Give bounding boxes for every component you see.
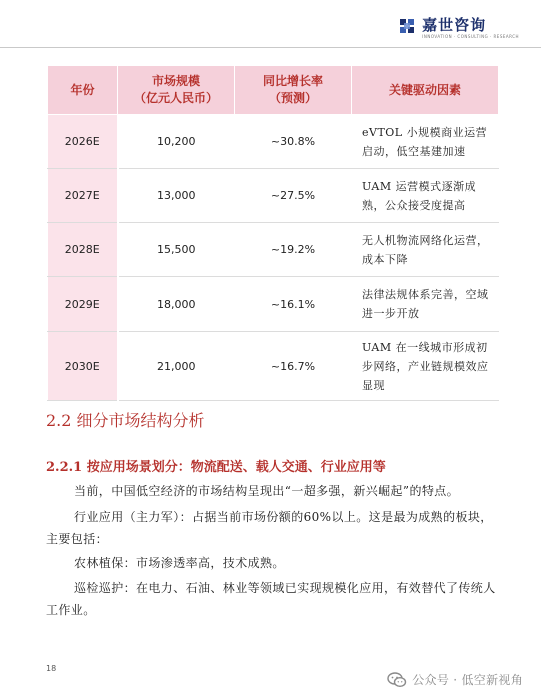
table-row (48, 332, 499, 401)
paragraph-inspection: 巡检巡护：在电力、石油、林业等领域已实现规模化应用，有效替代了传统人工作业。 (46, 581, 496, 617)
watermark-text: 公众号 · 低空新视角 (412, 673, 523, 687)
subsection-heading: 2.2.1 按应用场景划分：物流配送、载人交通、行业应用等 (46, 460, 386, 475)
cell-year: 2029E (48, 277, 118, 332)
logo-mark-icon (398, 17, 418, 37)
cell-market-size: 15,500 (118, 223, 235, 277)
header-market-size: 市场规模 （亿元人民币） (118, 66, 235, 115)
table-header-row (48, 66, 499, 115)
cell-market-size: 10,200 (118, 115, 235, 169)
cell-year: 2030E (48, 332, 118, 401)
cell-driver: UAM 在一线城市形成初步网络，产业链规模效应显现 (352, 332, 499, 401)
logo-name: 嘉世咨询 (422, 16, 487, 34)
cell-growth: ~16.1% (235, 277, 352, 332)
cell-driver: 法律法规体系完善，空域进一步开放 (352, 277, 499, 332)
cell-driver: 无人机物流网络化运营，成本下降 (352, 223, 499, 277)
header-key-drivers: 关键驱动因素 (352, 66, 499, 115)
company-logo (398, 17, 519, 40)
table-row (48, 277, 499, 332)
cell-year: 2027E (48, 169, 118, 223)
table-row (48, 115, 499, 169)
cell-growth: ~30.8% (235, 115, 352, 169)
cell-year: 2028E (48, 223, 118, 277)
table-row (48, 169, 499, 223)
cell-growth: ~16.7% (235, 332, 352, 401)
cell-market-size: 13,000 (118, 169, 235, 223)
cell-growth: ~27.5% (235, 169, 352, 223)
section-heading: 2.2 细分市场结构分析 (46, 411, 205, 430)
paragraph-agriculture: 农林植保：市场渗透率高，技术成熟。 (74, 556, 285, 570)
header-year: 年份 (48, 66, 118, 115)
cell-year: 2026E (48, 115, 118, 169)
cell-driver: eVTOL 小规模商业运营启动，低空基建加速 (352, 115, 499, 169)
table-row (48, 223, 499, 277)
market-size-table (47, 65, 499, 401)
cell-market-size: 21,000 (118, 332, 235, 401)
header-divider (0, 47, 541, 48)
cell-growth: ~19.2% (235, 223, 352, 277)
cell-driver: UAM 运营模式逐渐成熟，公众接受度提高 (352, 169, 499, 223)
paragraph-intro: 当前，中国低空经济的市场结构呈现出“一超多强，新兴崛起”的特点。 (74, 484, 460, 498)
page-number: 18 (46, 664, 57, 673)
paragraph-industry-application: 行业应用（主力军）：占据当前市场份额的60%以上。这是最为成熟的板块，主要包括： (46, 510, 493, 546)
wechat-icon (387, 672, 407, 688)
logo-subtitle: INNOVATION · CONSULTING · RESEARCH (422, 34, 519, 39)
wechat-watermark (387, 671, 523, 688)
header-growth-rate: 同比增长率 （预测） (235, 66, 352, 115)
cell-market-size: 18,000 (118, 277, 235, 332)
